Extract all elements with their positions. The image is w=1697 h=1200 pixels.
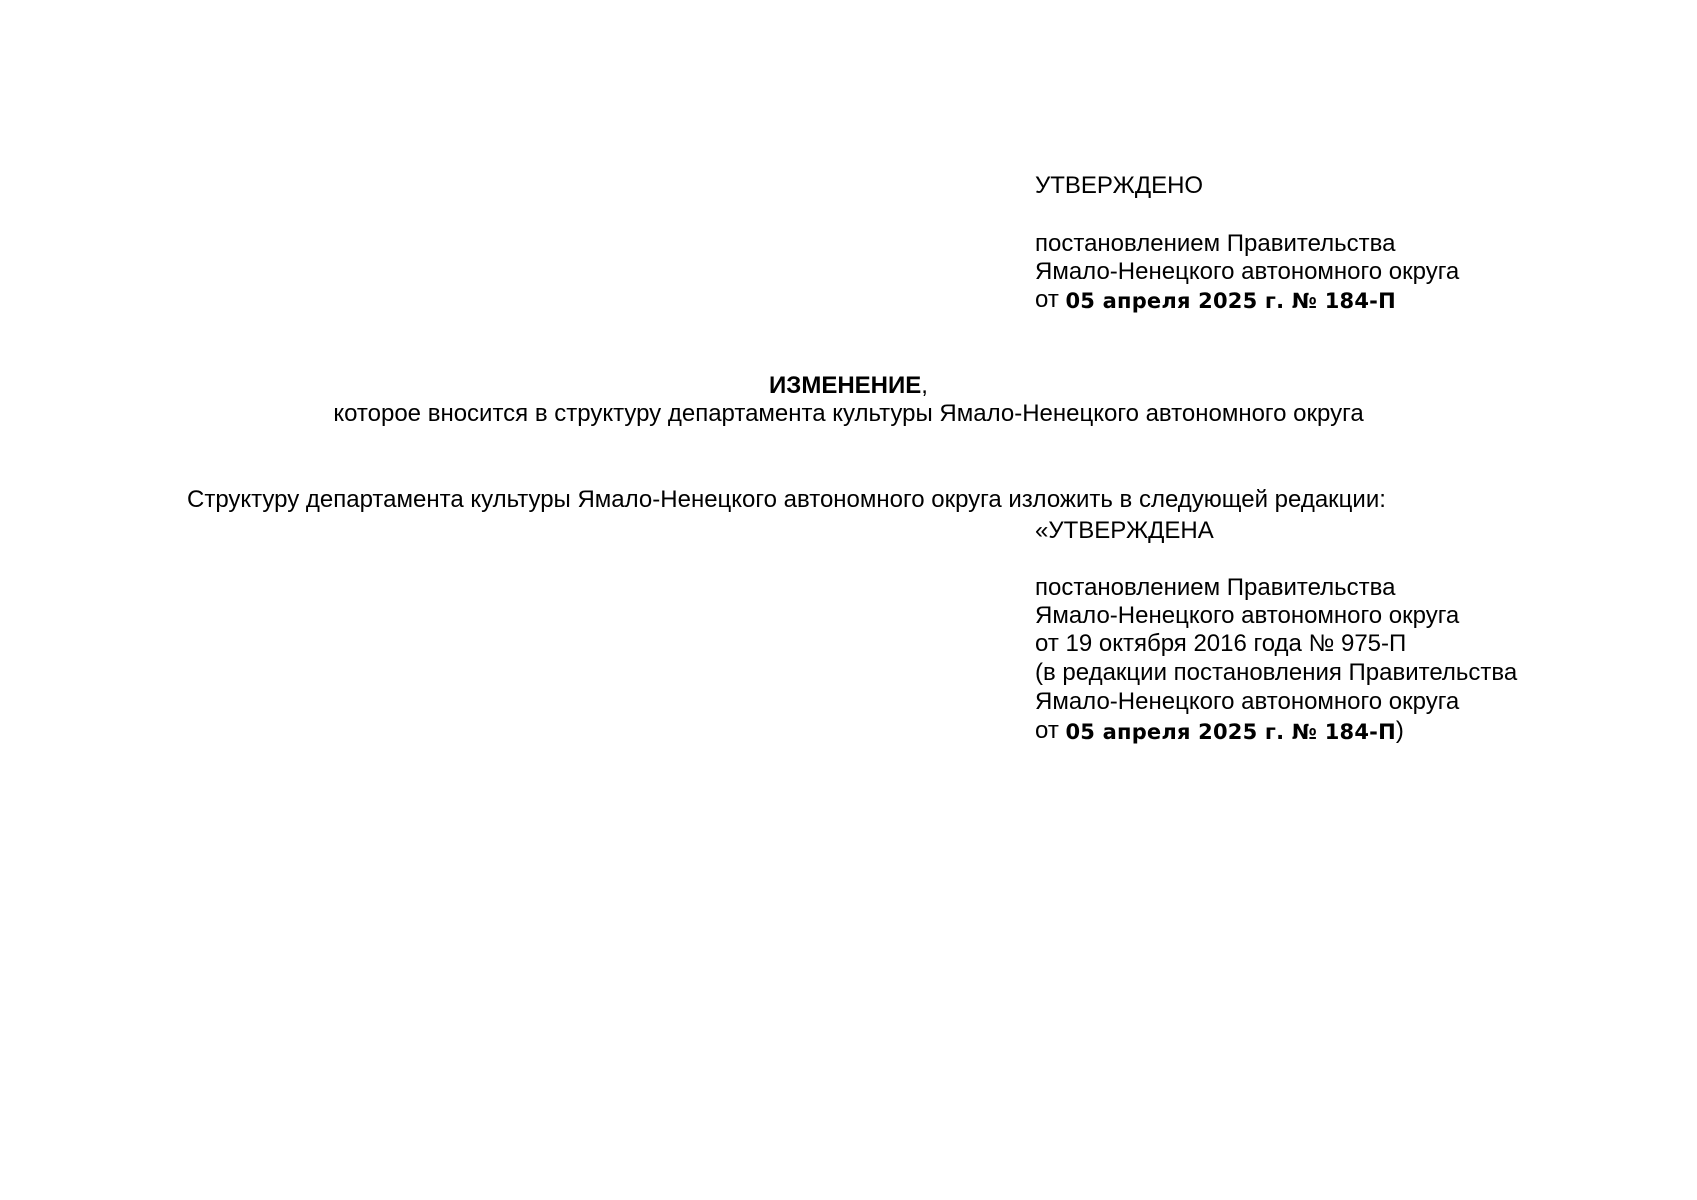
approval-date-line bbox=[1035, 286, 1396, 314]
quoted-approval-line-2: Ямало-Ненецкого автономного округа bbox=[1035, 602, 1460, 629]
approval-date-prefix: от bbox=[1035, 286, 1066, 313]
approval-date-number: 05 апреля 2025 г. № 184-П bbox=[1065, 289, 1396, 313]
document-title bbox=[0, 372, 1697, 400]
approval-line-1: постановлением Правительства bbox=[1035, 230, 1396, 257]
approval-line-2: Ямало-Ненецкого автономного округа bbox=[1035, 258, 1460, 285]
quoted-approval-date-suffix: ) bbox=[1395, 717, 1404, 744]
quoted-approval-date-prefix: от bbox=[1035, 717, 1066, 744]
body-paragraph: Структуру департамента культуры Ямало-Ненецкого автономного округа изложить в следующей редакции: bbox=[187, 486, 1386, 513]
approval-heading: УТВЕРЖДЕНО bbox=[1035, 172, 1204, 199]
quoted-approval-heading: «УТВЕРЖДЕНА bbox=[1035, 517, 1214, 544]
quoted-approval-line-3: от 19 октября 2016 года № 975-П bbox=[1035, 630, 1407, 657]
quoted-approval-line-4: (в редакции постановления Правительства bbox=[1035, 659, 1518, 686]
quoted-approval-line-5: Ямало-Ненецкого автономного округа bbox=[1035, 688, 1460, 715]
quoted-approval-date-number: 05 апреля 2025 г. № 184-П bbox=[1065, 720, 1396, 744]
document-title-main: ИЗМЕНЕНИЕ bbox=[769, 372, 922, 399]
quoted-approval-date-line bbox=[1035, 717, 1404, 745]
document-subtitle: которое вносится в структуру департамента культуры Ямало-Ненецкого автономного округа bbox=[333, 400, 1364, 427]
document-title-suffix: , bbox=[921, 372, 928, 399]
quoted-approval-line-1: постановлением Правительства bbox=[1035, 574, 1396, 601]
